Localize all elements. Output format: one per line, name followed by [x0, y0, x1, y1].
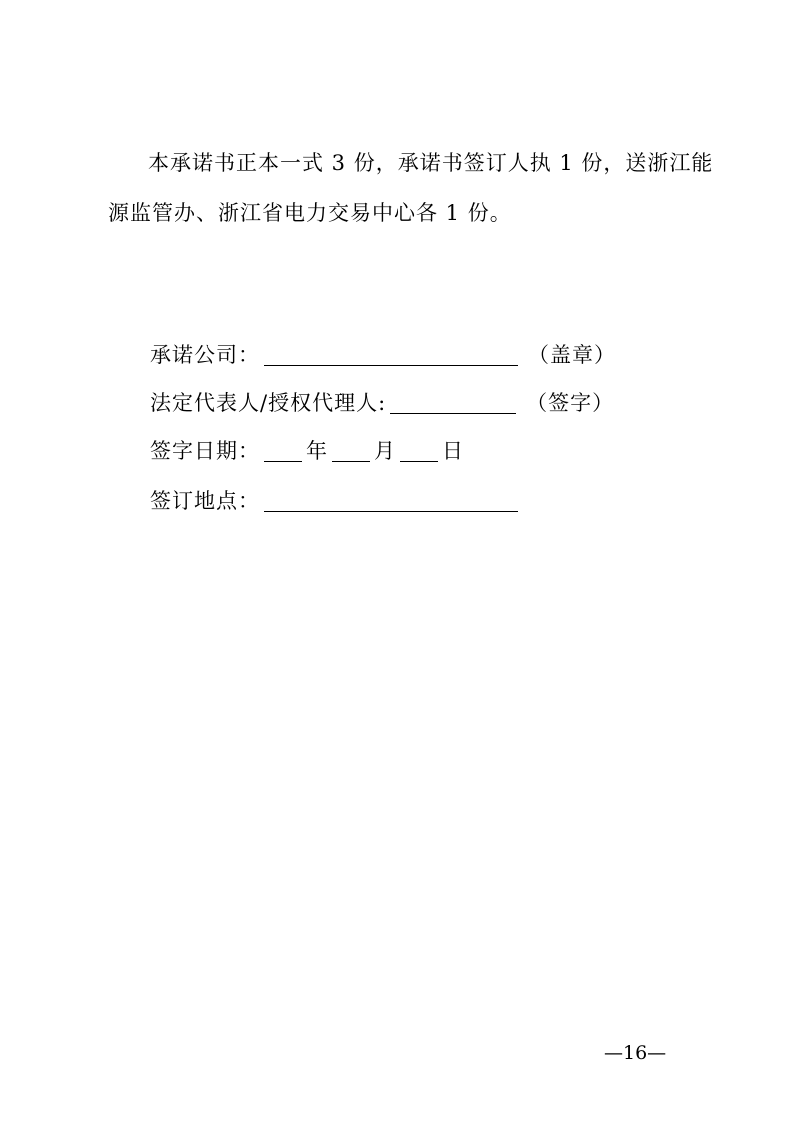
- representative-blank-field[interactable]: [390, 391, 516, 414]
- page-number: —16—: [604, 1042, 667, 1064]
- sign-place-blank-field[interactable]: [264, 489, 518, 512]
- year-label: 年: [306, 439, 328, 463]
- day-blank-field[interactable]: [400, 439, 438, 462]
- representative-label: 法定代表人/授权代理人:: [150, 391, 387, 415]
- representative-sign-note: （签字）: [526, 391, 615, 415]
- year-blank-field[interactable]: [264, 439, 302, 462]
- company-row: [150, 340, 616, 370]
- sign-place-row: [150, 486, 522, 516]
- sign-date-label: 签字日期：: [150, 439, 260, 463]
- body-paragraph-line-2: 源监管办、浙江省电力交易中心各 1 份。: [108, 201, 512, 225]
- month-blank-field[interactable]: [332, 439, 370, 462]
- company-blank-field[interactable]: [264, 343, 518, 366]
- company-seal-note: （盖章）: [528, 343, 616, 367]
- sign-date-row: [150, 436, 464, 466]
- day-label: 日: [442, 439, 464, 463]
- sign-place-label: 签订地点：: [150, 489, 260, 513]
- month-label: 月: [374, 439, 396, 463]
- company-label: 承诺公司：: [150, 343, 260, 367]
- body-paragraph-line-1: 本承诺书正本一式 3 份，承诺书签订人执 1 份，送浙江能: [148, 151, 714, 175]
- representative-row: [150, 388, 614, 418]
